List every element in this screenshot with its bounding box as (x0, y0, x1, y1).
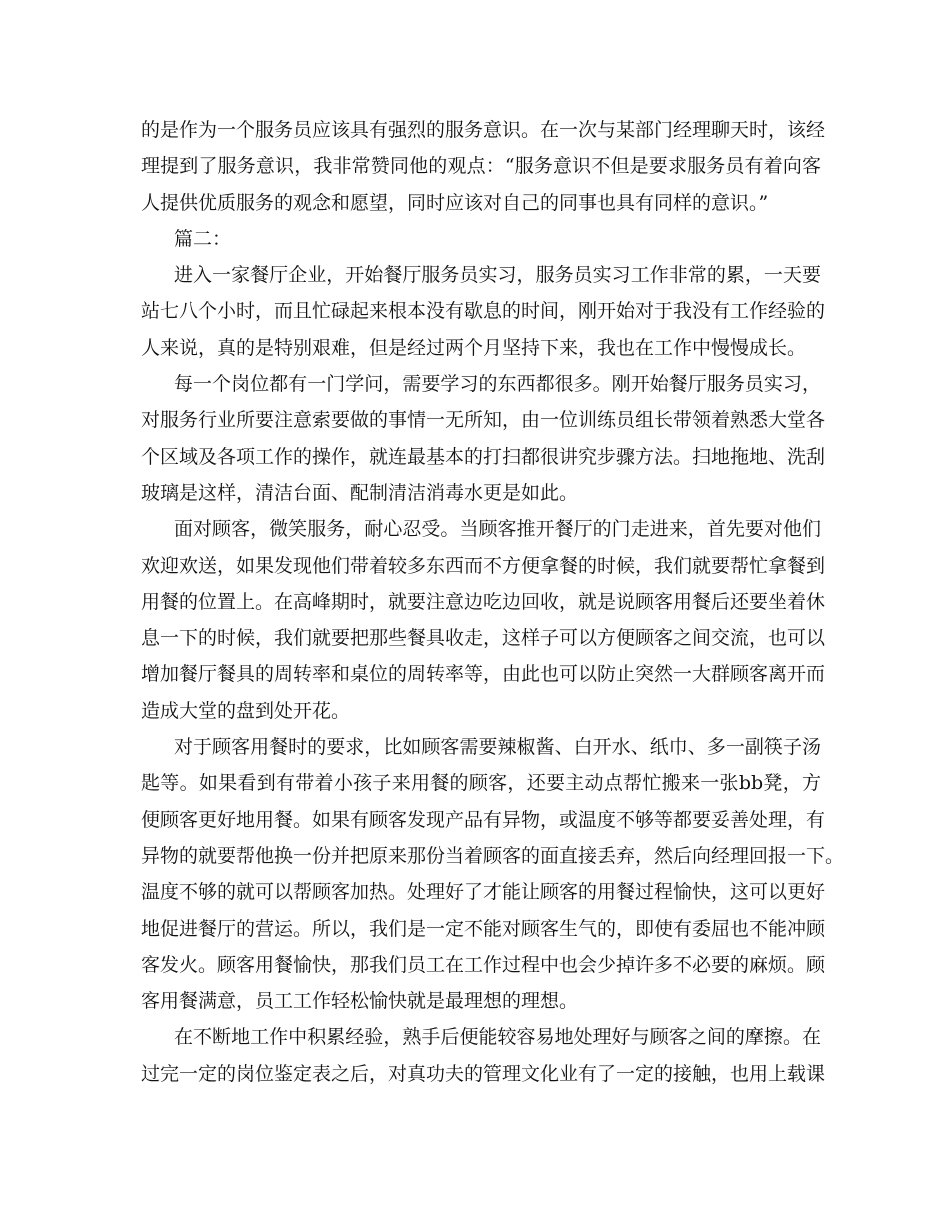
document-body (141, 112, 845, 1092)
paragraph-line: 人提供优质服务的观念和愿望，同时应该对自己的同事也具有同样的意识。” (141, 191, 769, 214)
paragraph-line: 造成大堂的盘到处开花。 (141, 699, 351, 722)
paragraph-line: 玻璃是这样，清洁台面、配制清洁消毒水更是如此。 (141, 481, 579, 504)
paragraph-line: 进入一家餐厅企业，开始餐厅服务员实习，服务员实习工作非常的累，一天要 (174, 264, 821, 287)
paragraph-line: 客发火。顾客用餐愉快，那我们员工在工作过程中也会少掉许多不必要的麻烦。顾 (141, 953, 826, 976)
paragraph-line: 客用餐满意，员工工作轻松愉快就是最理想的理想。 (141, 990, 579, 1013)
paragraph-line: 便顾客更好地用餐。如果有顾客发现产品有异物，或温度不够等都要妥善处理，有 (141, 808, 826, 831)
paragraph-line: 理提到了服务意识，我非常赞同他的观点：“服务意识不但是要求服务员有着向客 (141, 155, 821, 178)
paragraph-line: 异物的就要帮他换一份并把原来那份当着顾客的面直接丢弃，然后向经理回报一下。 (141, 844, 845, 867)
paragraph-line: 每一个岗位都有一门学问，需要学习的东西都很多。刚开始餐厅服务员实习， (174, 373, 821, 396)
paragraph-line: 站七八个小时，而且忙碌起来根本没有歇息的时间，刚开始对于我没有工作经验的 (141, 300, 826, 323)
paragraph-line: 对服务行业所要注意索要做的事情一无所知，由一位训练员组长带领着熟悉大堂各 (141, 409, 826, 432)
paragraph-line: 增加餐厅餐具的周转率和桌位的周转率等，由此也可以防止突然一大群顾客离开而 (141, 663, 826, 686)
paragraph-line: 在不断地工作中积累经验，熟手后便能较容易地处理好与顾客之间的摩擦。在 (174, 1026, 821, 1049)
paragraph-line: 地促进餐厅的营运。所以，我们是一定不能对顾客生气的，即使有委屈也不能冲顾 (141, 917, 826, 940)
paragraph-line: 温度不够的就可以帮顾客加热。处理好了才能让顾客的用餐过程愉快，这可以更好 (141, 881, 826, 904)
paragraph-line: 的是作为一个服务员应该具有强烈的服务意识。在一次与某部门经理聊天时，该经 (141, 119, 826, 141)
paragraph-line: 人来说，真的是特别艰难，但是经过两个月坚持下来，我也在工作中慢慢成长。 (141, 336, 807, 359)
paragraph-line: 匙等。如果看到有带着小孩子来用餐的顾客，还要主动点帮忙搬来一张bb凳，方 (141, 772, 821, 795)
section-heading: 篇二： (174, 227, 232, 250)
paragraph-line: 面对顾客，微笑服务，耐心忍受。当顾客推开餐厅的门走进来，首先要对他们 (174, 518, 821, 541)
paragraph-line: 欢迎欢送，如果发现他们带着较多东西而不方便拿餐的时候，我们就要帮忙拿餐到 (141, 554, 826, 577)
paragraph-line: 用餐的位置上。在高峰期时，就要注意边吃边回收，就是说顾客用餐后还要坐着休 (141, 590, 826, 613)
paragraph-line: 过完一定的岗位鉴定表之后，对真功夫的管理文化业有了一定的接触，也用上载课 (141, 1062, 826, 1085)
paragraph-line: 个区域及各项工作的操作，就连最基本的打扫都很讲究步骤方法。扫地拖地、洗刮 (141, 445, 826, 468)
paragraph-line: 息一下的时候，我们就要把那些餐具收走，这样子可以方便顾客之间交流，也可以 (141, 627, 826, 650)
paragraph-line: 对于顾客用餐时的要求，比如顾客需要辣椒酱、白开水、纸巾、多一副筷子汤 (174, 736, 821, 759)
